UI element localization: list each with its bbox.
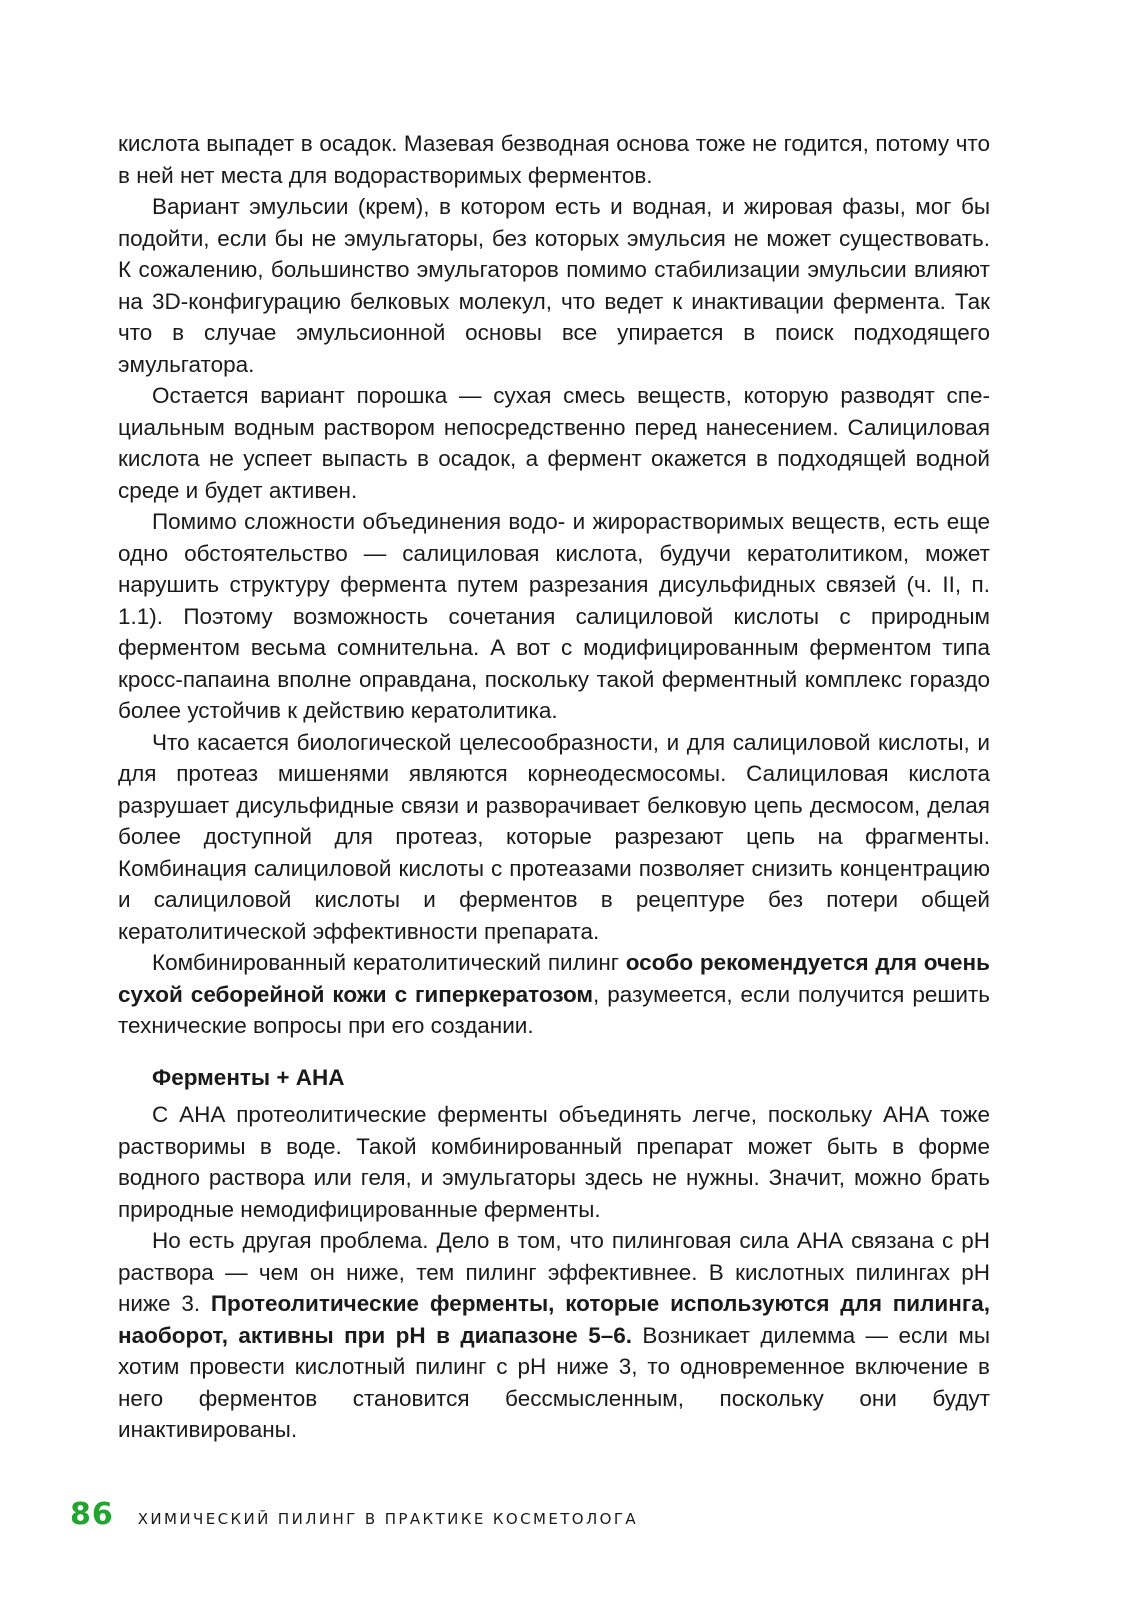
paragraph-8-emphasis: Протеолитические ферменты, которые используются для пилинга, наоборот, активны при pH в диапазоне 5–6. (118, 1291, 990, 1348)
page-body (118, 128, 990, 1446)
paragraph-4: Помимо сложности объединения водо- и жирорастворимых веществ, есть еще одно обстоятельство — салициловая кислота, будучи кератолитиком, может нарушить структуру фермента путем разрезания дисульфидных связей (ч. II, п. 1.1). Поэтому возможность сочетания салициловой кислоты с природным ферментом весьма сомнительна. А вот с модифицированным ферментом типа кросс-папаина вполне оправдана, поскольку такой ферментный комплекс гораздо более устойчив к действию кератолитика. (118, 509, 990, 723)
paragraph-6-text-end: , разумеется, если получится решить технические вопросы при его создании. (118, 981, 990, 1038)
paragraph-8-text-start: Но есть другая проблема. Дело в том, что пилинговая сила АНА связана с pH раствора — чем он ниже, тем пилинг эффективнее. В кислотных пилингах pH ниже 3. (118, 1228, 990, 1316)
section-heading: Ферменты + АНА (152, 1064, 345, 1090)
page-footer (70, 1497, 638, 1532)
paragraph-3: Остается вариант порошка — сухая смесь веществ, которую разводят специальным водным раствором непосредственно перед нанесением. Салициловая кислота не успеет выпасть в осадок, а фермент окажется в подходящей водной среде и будет активен. (118, 383, 990, 503)
paragraph-8-text-end: Возникает дилемма — если мы хотим провести кислотный пилинг с pH ниже 3, то одновременное включение в него ферментов становится бессмысленным, поскольку они будут инактивированы. (118, 1322, 990, 1442)
paragraph-8 (118, 1225, 990, 1446)
paragraph-6 (118, 947, 990, 1042)
paragraph-7: С АНА протеолитические ферменты объединять легче, поскольку АНА тоже растворимы в воде. Такой комбинированный препарат может быть в форме водного раствора или геля, и эмульгаторы здесь не нужны. Значит, можно брать природные немодифицированные ферменты. (118, 1102, 990, 1222)
page-number: 86 (70, 1497, 114, 1532)
running-title: ХИМИЧЕСКИЙ ПИЛИНГ В ПРАКТИКЕ КОСМЕТОЛОГА (137, 1510, 639, 1528)
paragraph-2: Вариант эмульсии (крем), в котором есть и водная, и жировая фазы, мог бы подойти, если бы не эмульгаторы, без которых эмульсия не может существовать. К сожалению, большинство эмульгаторов помимо стабилизации эмульсии влияют на 3D-конфигурацию белковых молекул, что ведет к инактивации фермента. Так что в случае эмульсионной основы все упирается в поиск подходящего эмульгатора. (118, 194, 990, 377)
paragraph-6-emphasis: особо рекомендуется для очень сухой себорейной кожи с гиперкератозом (118, 950, 990, 1007)
paragraph-5: Что касается биологической целесообразности, и для салициловой кислоты, и для протеаз мишенями являются корнеодесмосомы. Салициловая кислота разрушает дисульфидные связи и разворачивает белковую цепь десмосом, делая более доступной для протеаз, которые разрезают цепь на фрагменты. Комбинация салициловой кислоты с протеазами позволяет снизить концентрацию и салициловой кислоты и ферментов в рецептуре без потери общей кератолитической эффективности препарата. (118, 729, 990, 944)
paragraph-1: кислота выпадет в осадок. Мазевая безводная основа тоже не годится, потому что в ней нет места для водорастворимых ферментов. (118, 131, 990, 188)
paragraph-6-text-start: Комбинированный кератолитический пилинг (152, 950, 626, 975)
